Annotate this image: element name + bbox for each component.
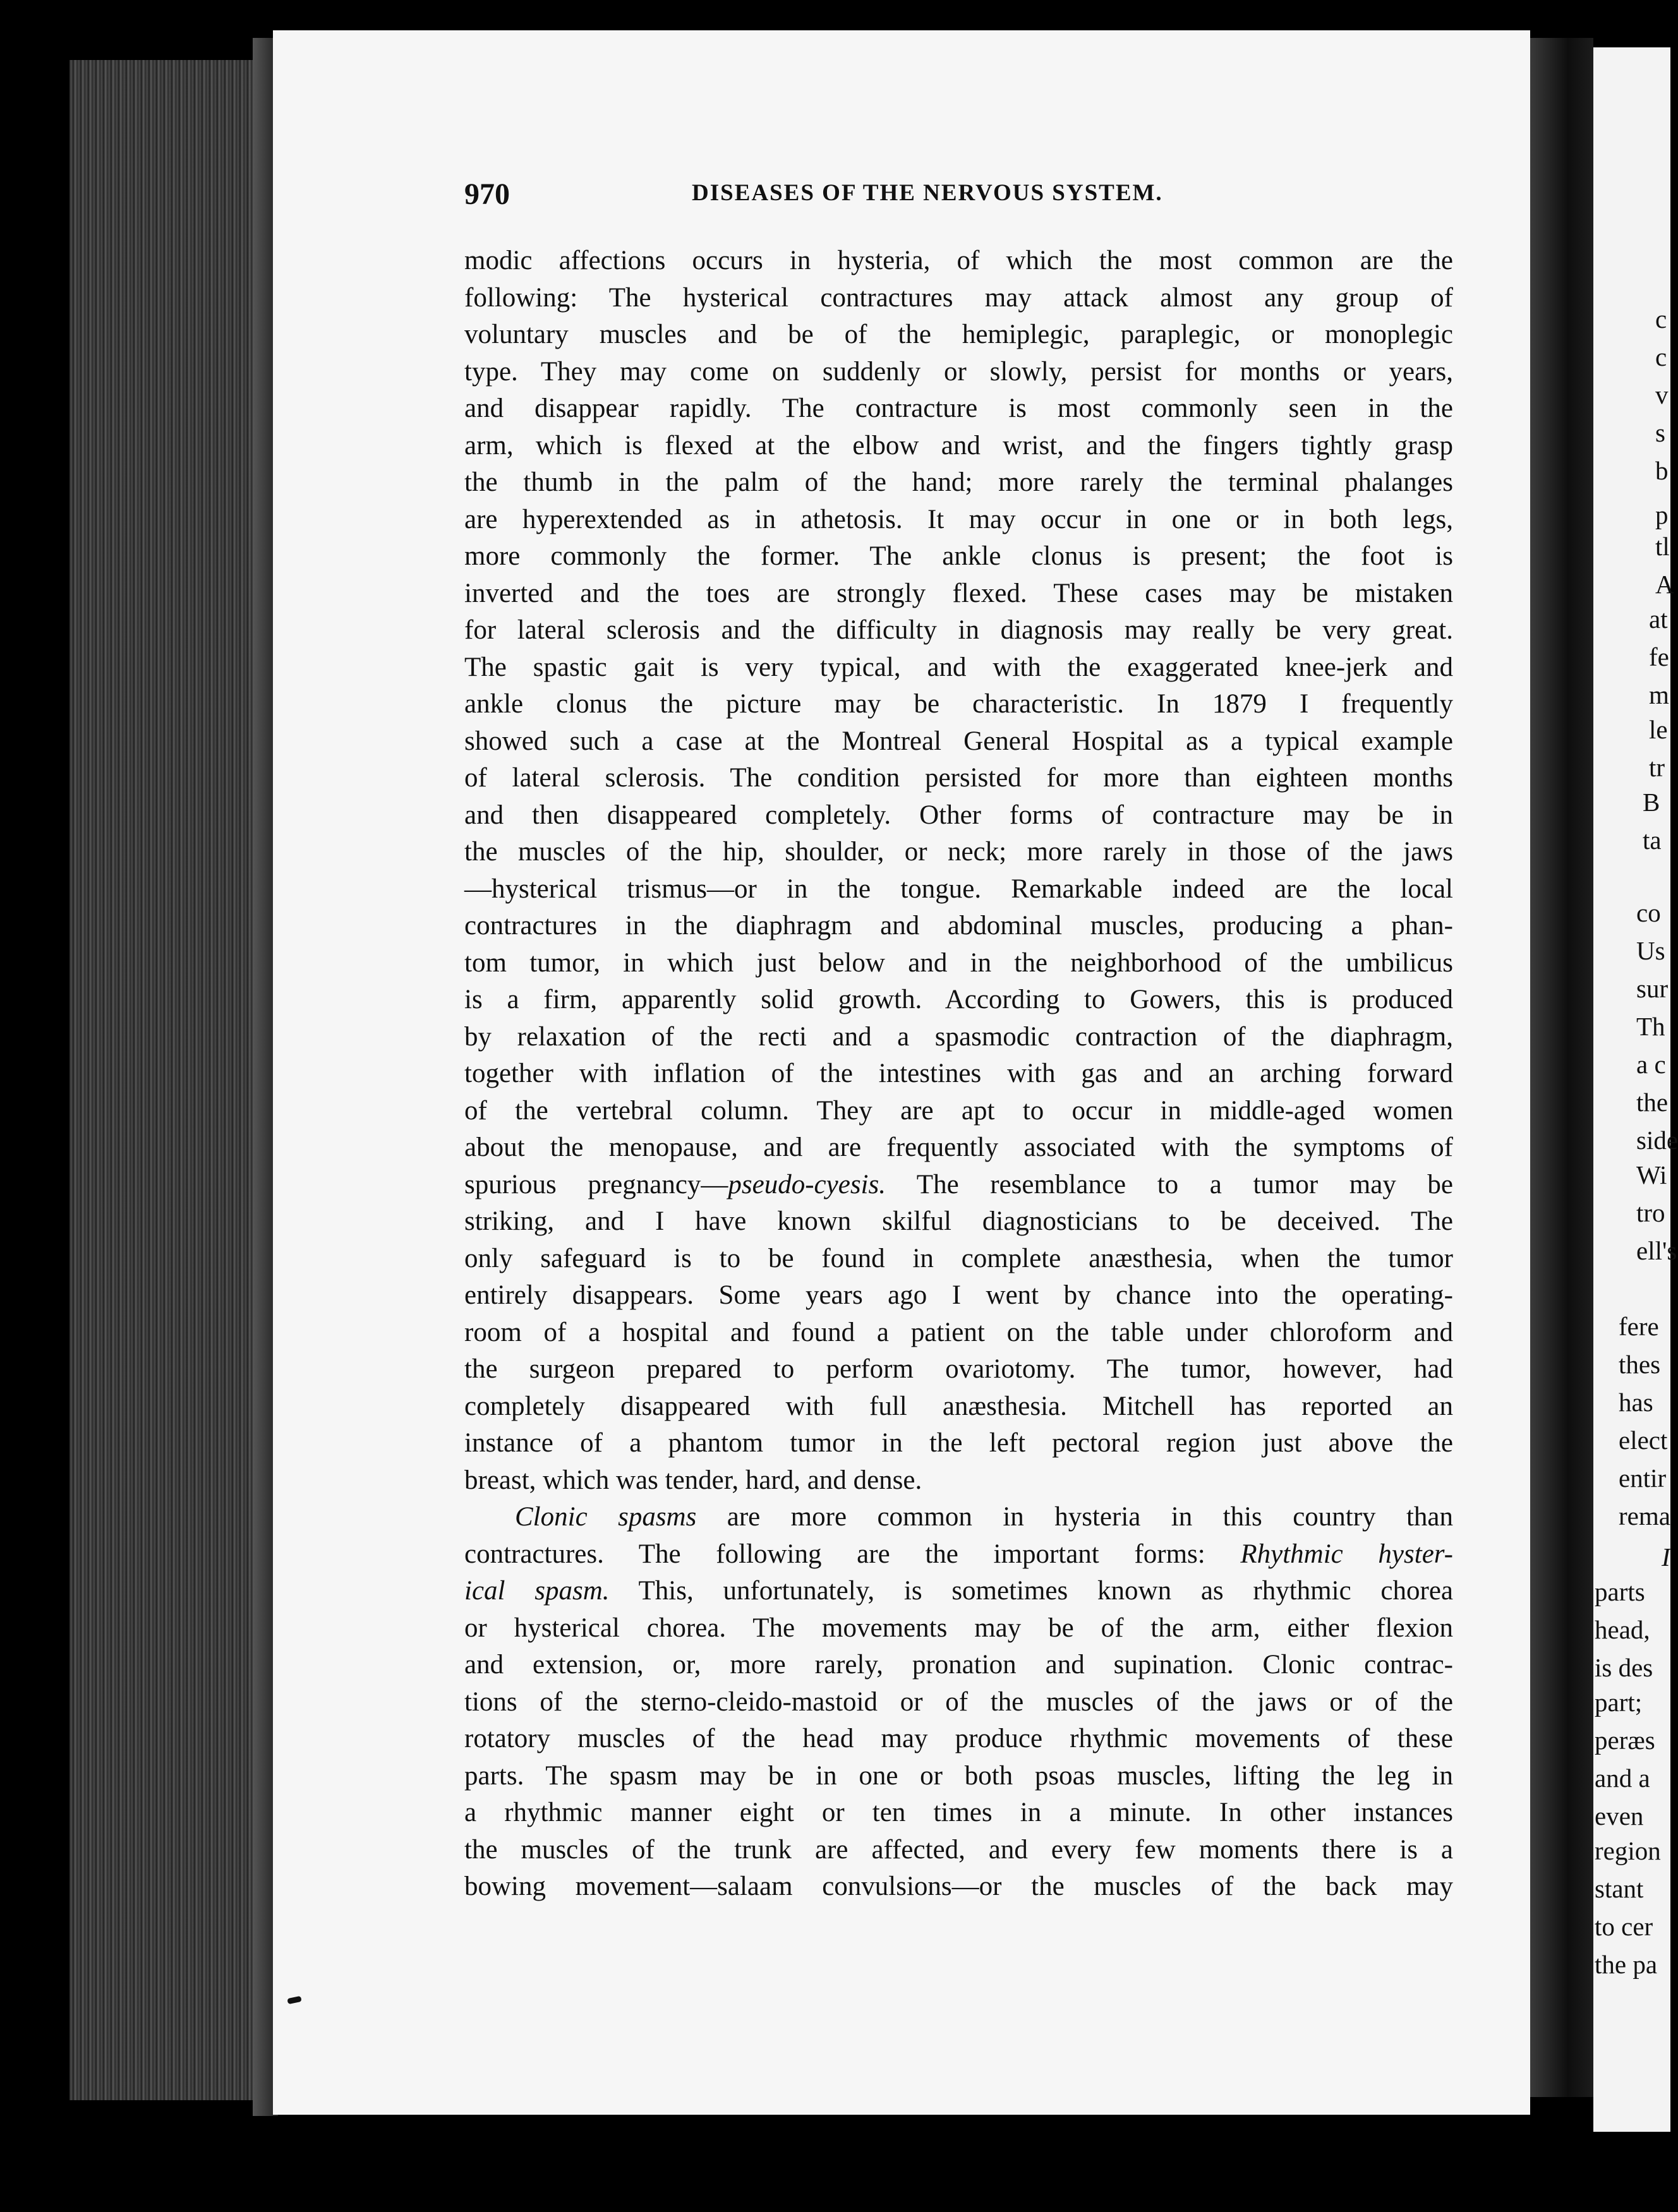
text-segment: This, unfortunately, is sometimes known as rhythmic chorea [609,1576,1454,1606]
facing-page-fragment: sur [1636,974,1669,1003]
text-line [464,1536,1453,1573]
text-line: the surgeon prepared to perform ovariotomy. The tumor, however, had [464,1354,1453,1384]
facing-page-fragment: b [1655,456,1669,485]
facing-page-fragment: s [1655,418,1665,447]
facing-page-fragment: has [1619,1388,1653,1417]
text-line [464,1167,1453,1204]
text-line: together with inflation of the intestines with gas and an arching forward [464,1059,1453,1088]
italic-term: Clonic spasms [515,1502,697,1532]
text-line: and then disappeared completely. Other forms of contracture may be in [464,800,1453,830]
text-line [464,1573,1453,1610]
text-line: The spastic gait is very typical, and with the exaggerated knee-jerk and [464,652,1453,682]
running-head [464,177,1456,215]
text-line: arm, which is flexed at the elbow and wrist, and the fingers tightly grasp [464,430,1453,460]
text-line: of the vertebral column. They are apt to occur in middle-aged women [464,1095,1453,1126]
body-text [464,243,1453,1906]
text-line: room of a hospital and found a patient on the table under chloroform and [464,1317,1453,1347]
facing-page-fragment: fere [1619,1312,1659,1341]
facing-page-fragment: peræs [1595,1726,1655,1755]
text-line: more commonly the former. The ankle clonus is present; the foot is [464,541,1453,571]
text-line [464,1499,1453,1536]
text-line: are hyperextended as in athetosis. It may occur in one or in both legs, [464,504,1453,534]
facing-page-fragment: the [1636,1088,1669,1117]
facing-page-fragment: region [1595,1836,1661,1865]
book-fore-edge [69,60,278,2100]
facing-page-fragment: I [1662,1542,1670,1572]
text-line: modic affections occurs in hysteria, of which the most common are the [464,246,1453,275]
text-line: only safeguard is to be found in complete anæsthesia, when the tumor [464,1243,1453,1273]
text-segment: contractures. The following are the important forms: [464,1539,1241,1569]
facing-page-fragment: head, [1595,1615,1650,1644]
text-line: following: The hysterical contractures may attack almost any group of [464,282,1453,313]
facing-page-fragment: le [1649,715,1668,744]
italic-term: pseudo-cyesis. [728,1169,886,1199]
facing-page-fragment: stant [1595,1874,1644,1903]
facing-page-fragment: parts [1595,1577,1645,1606]
text-line: instance of a phantom tumor in the left pectoral region just above the [464,1428,1453,1458]
text-line: —hysterical trismus—or in the tongue. Remarkable indeed are the local [464,874,1453,904]
text-line: and disappear rapidly. The contracture is most commonly seen in the [464,394,1453,423]
text-segment: are more common in hysteria in this country than [696,1502,1453,1532]
text-line: inverted and the toes are strongly flexed. These cases may be mistaken [464,578,1453,608]
facing-page-fragment: c [1655,304,1667,334]
facing-page-fragment: A [1655,570,1674,599]
text-line: about the menopause, and are frequently associated with the symptoms of [464,1133,1453,1162]
italic-term: Rhythmic hyster- [1240,1539,1453,1569]
facing-page-fragment: side [1636,1126,1678,1155]
facing-page-fragment: even [1595,1801,1644,1830]
text-line: tions of the sterno-cleido-mastoid or of the muscles of the jaws or of the [464,1686,1453,1717]
text-line: entirely disappears. Some years ago I went by chance into the operating- [464,1280,1453,1310]
text-line: for lateral sclerosis and the difficulty in diagnosis may really be very great. [464,615,1453,645]
facing-page-fragment: the pa [1595,1950,1658,1979]
text-line: voluntary muscles and be of the hemiplegic, paraplegic, or monoplegic [464,320,1453,349]
facing-page-fragment: p [1655,500,1669,529]
text-line: by relaxation of the recti and a spasmodic contraction of the diaphragm, [464,1021,1453,1052]
text-line: the thumb in the palm of the hand; more rarely the terminal phalanges [464,467,1453,497]
facing-page-fragment: co [1636,898,1661,927]
running-title: DISEASES OF THE NERVOUS SYSTEM. [692,180,1163,206]
text-line: rotatory muscles of the head may produce rhythmic movements of these [464,1724,1453,1753]
facing-page-fragment: v [1655,380,1669,409]
facing-page-fragment: ta [1643,826,1662,855]
text-line: is a firm, apparently solid growth. According to Gowers, this is produced [464,985,1453,1014]
text-line: a rhythmic manner eight or ten times in a minute. In other instances [464,1798,1453,1827]
facing-page-fragment: a c [1636,1050,1666,1079]
text-segment: The resemblance to a tumor may be [885,1169,1454,1199]
text-line: showed such a case at the Montreal General Hospital as a typical example [464,726,1453,756]
text-line: striking, and I have known skilful diagnosticians to be deceived. The [464,1206,1453,1236]
page-number: 970 [464,177,510,211]
text-line: tom tumor, in which just below and in the neighborhood of the umbilicus [464,947,1453,978]
facing-page-fragment: c [1655,342,1667,371]
facing-page-fragment: thes [1619,1350,1661,1379]
text-line: the muscles of the hip, shoulder, or neck; more rarely in those of the jaws [464,837,1453,867]
text-line: the muscles of the trunk are affected, and every few moments there is a [464,1834,1453,1865]
text-line: of lateral sclerosis. The condition persisted for more than eighteen months [464,763,1453,793]
facing-page-fragment: tl [1655,532,1670,561]
facing-page [1593,47,1678,2132]
facing-page-fragment: ell's [1636,1236,1677,1265]
italic-term: ical spasm. [464,1576,610,1606]
facing-page-fragment: part; [1595,1688,1643,1717]
facing-page-fragment: tro [1636,1198,1665,1227]
facing-page-fragment: elect [1619,1426,1668,1455]
text-line: ankle clonus the picture may be characteristic. In 1879 I frequently [464,689,1453,719]
text-segment: spurious pregnancy— [464,1169,728,1199]
text-line: breast, which was tender, hard, and dense. [464,1465,922,1495]
facing-page-fragment: Wi [1636,1160,1667,1189]
book-gutter [1530,38,1593,2097]
facing-page-fragment: to cer [1595,1912,1653,1941]
text-line: contractures in the diaphragm and abdominal muscles, producing a phan- [464,911,1453,941]
text-line: bowing movement—salaam convulsions—or the muscles of the back may [464,1872,1453,1901]
text-line: and extension, or, more rarely, pronation and supination. Clonic contrac- [464,1650,1453,1680]
facing-page-fragment: Us [1636,936,1665,965]
text-line: completely disappeared with full anæsthesia. Mitchell has reported an [464,1391,1453,1421]
facing-page-fragment: fe [1649,642,1669,671]
facing-page-fragment: Th [1636,1012,1665,1041]
facing-page-fragment: tr [1649,753,1665,782]
text-line: type. They may come on suddenly or slowly, persist for months or years, [464,356,1453,387]
text-line: or hysterical chorea. The movements may be of the arm, either flexion [464,1613,1453,1643]
facing-page-fragment: B [1643,788,1660,817]
text-line: parts. The spasm may be in one or both psoas muscles, lifting the leg in [464,1760,1453,1791]
facing-page-fragment: entir [1619,1464,1667,1493]
facing-page-fragment: is des [1595,1653,1653,1682]
facing-page-fragment: at [1649,604,1668,634]
facing-page-fragment: m [1649,680,1669,709]
facing-page-fragment: and a [1595,1764,1650,1793]
facing-page-fragment: rema [1619,1501,1670,1530]
